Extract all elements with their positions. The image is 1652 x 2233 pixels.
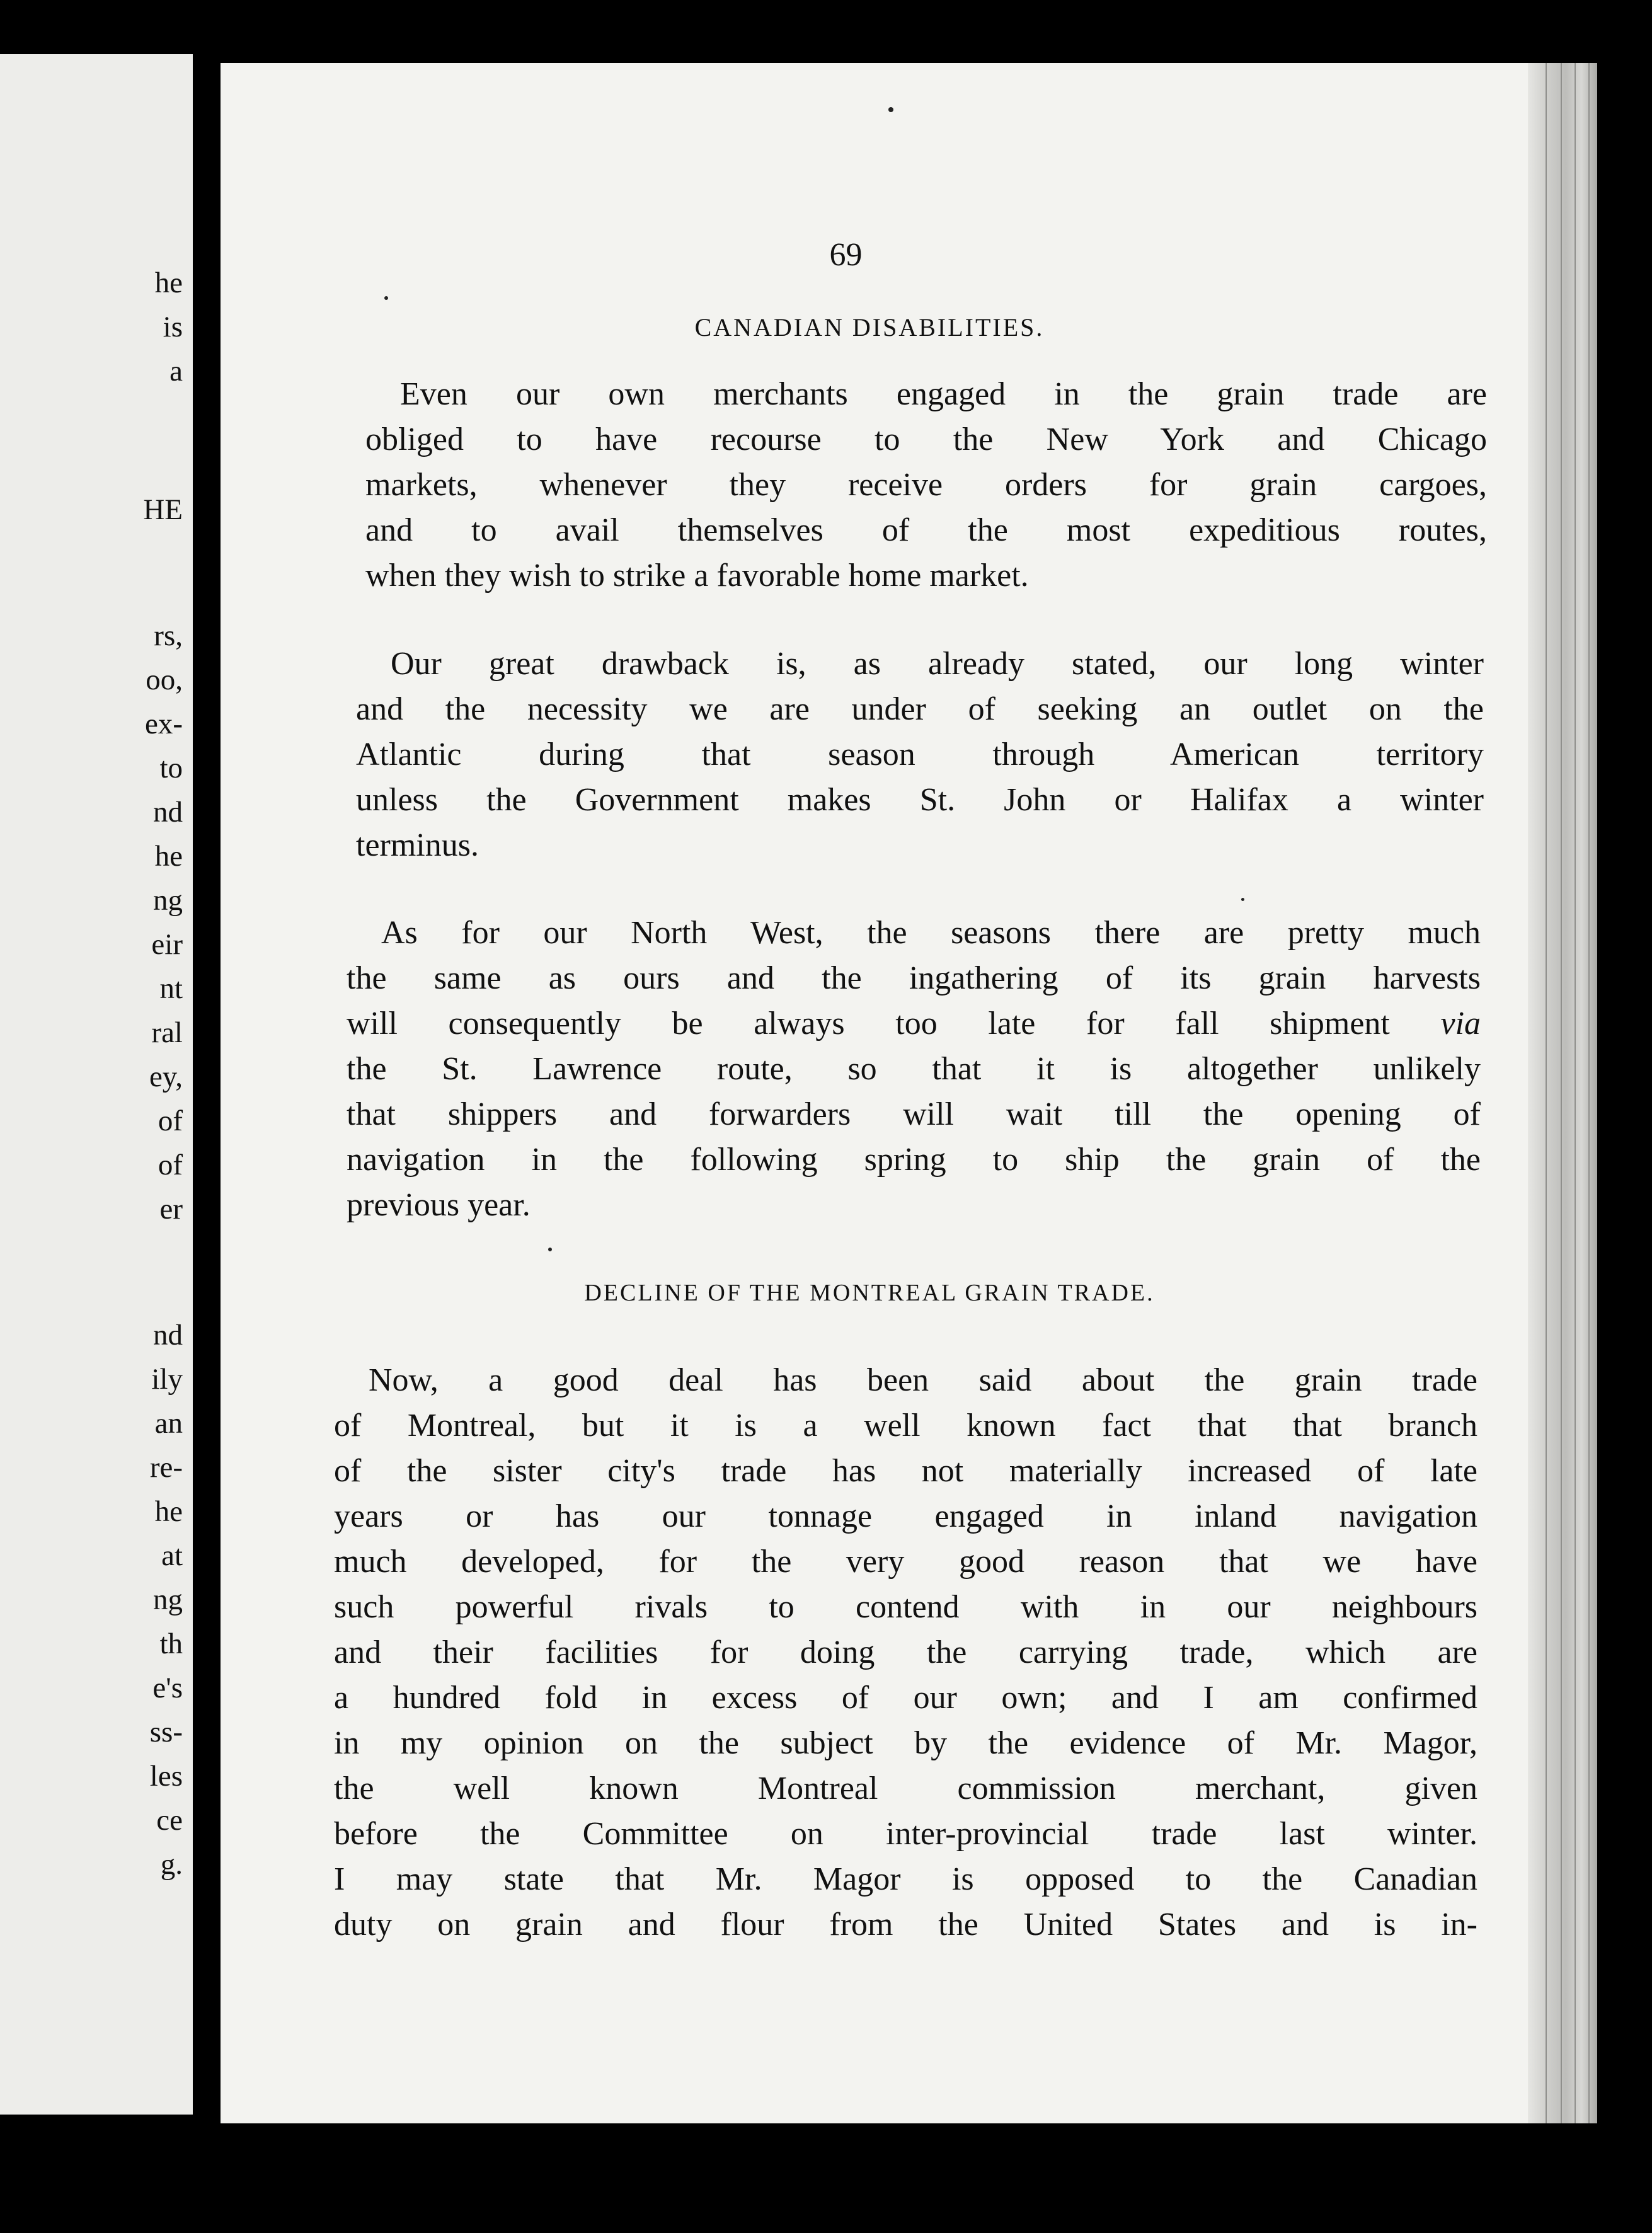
text-line: and the necessity we are under of seeking an outlet on the	[356, 691, 1484, 727]
text-line-with-italic	[347, 1001, 1481, 1047]
left-page-fragment: nd	[153, 1319, 183, 1352]
text-line: years or has our tonnage engaged in inland navigation	[334, 1498, 1477, 1534]
text-line: duty on grain and flour from the United States and is in-	[334, 1907, 1477, 1943]
page-number: 69	[829, 237, 863, 273]
left-page-fragment: les	[149, 1760, 183, 1793]
left-page-fragment: er	[159, 1193, 183, 1226]
paragraph-drawback	[356, 641, 1484, 868]
text-line: will consequently be always too late for fall shipment	[347, 1006, 1390, 1042]
text-line: navigation in the following spring to ship the grain of the	[347, 1142, 1481, 1178]
text-line: Now, a good deal has been said about the grain trade	[369, 1362, 1477, 1398]
paragraph-grain-trade	[334, 1358, 1477, 1948]
left-facing-page	[0, 54, 193, 2115]
text-line: when they wish to strike a favorable home market.	[365, 558, 1029, 594]
text-line: Our great drawback is, as already stated, our long winter	[391, 646, 1484, 682]
left-page-fragment: of	[158, 1105, 183, 1137]
section-heading-decline-montreal: DECLINE OF THE MONTREAL GRAIN TRADE.	[584, 1280, 1155, 1306]
text-line: previous year.	[347, 1187, 531, 1223]
left-page-fragment: an	[154, 1407, 183, 1440]
left-page-fragment: ss-	[149, 1716, 183, 1748]
text-line: and their facilities for doing the carrying trade, which are	[334, 1634, 1477, 1670]
left-page-fragment: th	[159, 1627, 183, 1660]
left-page-fragment: ng	[153, 884, 183, 917]
text-line: such powerful rivals to contend with in our neighbours	[334, 1589, 1477, 1625]
left-page-fragment: at	[161, 1539, 183, 1572]
left-page-fragment: re-	[149, 1451, 183, 1484]
left-page-fragment: to	[159, 752, 183, 784]
text-line: the well known Montreal commission merchant, given	[334, 1771, 1477, 1806]
left-page-fragment: rs,	[154, 619, 183, 652]
text-line: As for our North West, the seasons there are pretty much	[381, 915, 1481, 951]
text-line: that shippers and forwarders will wait till the opening of	[347, 1096, 1481, 1132]
text-line: I may state that Mr. Magor is opposed to the Canadian	[334, 1861, 1477, 1897]
print-speck	[1241, 898, 1244, 901]
text-line: much developed, for the very good reason that we have	[334, 1544, 1477, 1580]
left-page-fragment: ey,	[149, 1060, 183, 1093]
left-page-fragment: a	[169, 355, 183, 387]
left-page-fragment: he	[154, 1495, 183, 1528]
left-page-fragment: e's	[152, 1672, 183, 1704]
left-page-fragment: he	[154, 840, 183, 873]
left-page-fragment: ily	[151, 1363, 183, 1396]
left-page-fragment: ral	[151, 1016, 183, 1049]
text-line: of Montreal, but it is a well known fact that that branch	[334, 1408, 1477, 1444]
left-page-fragment: ng	[153, 1583, 183, 1616]
left-page-fragment: he	[154, 267, 183, 299]
text-line: markets, whenever they receive orders for grain cargoes,	[365, 467, 1487, 503]
left-page-fragment: HE	[143, 493, 183, 526]
text-line: the St. Lawrence route, so that it is altogether unlikely	[347, 1051, 1481, 1087]
paragraph-north-west	[347, 910, 1481, 1228]
print-speck	[888, 107, 893, 112]
print-speck	[384, 296, 388, 300]
left-page-fragment: eir	[151, 928, 183, 961]
left-page-fragment: of	[158, 1149, 183, 1181]
left-page-fragment: oo,	[146, 663, 183, 696]
left-page-fragment: nt	[159, 972, 183, 1005]
italic-word: via	[1440, 1006, 1481, 1042]
text-line: the same as ours and the ingathering of its grain harvests	[347, 960, 1481, 996]
text-line: obliged to have recourse to the New York and Chicago	[365, 422, 1487, 457]
text-line: before the Committee on inter-provincial trade last winter.	[334, 1816, 1477, 1852]
page-edge-stack	[1528, 63, 1597, 2123]
paragraph-merchants	[365, 372, 1487, 599]
text-line: Atlantic during that season through American territory	[356, 737, 1484, 772]
left-page-fragment: is	[163, 311, 183, 343]
book-page	[221, 63, 1597, 2123]
text-line: in my opinion on the subject by the evidence of Mr. Magor,	[334, 1725, 1477, 1761]
text-line: terminus.	[356, 827, 479, 863]
book-gutter	[193, 0, 221, 2233]
left-page-fragment: ce	[156, 1804, 183, 1837]
left-page-fragment: ex-	[144, 708, 183, 740]
left-page-fragment: nd	[153, 796, 183, 829]
text-line: unless the Government makes St. John or Halifax a winter	[356, 782, 1484, 818]
text-line: Even our own merchants engaged in the grain trade are	[400, 376, 1487, 412]
text-line: a hundred fold in excess of our own; and I am confirmed	[334, 1680, 1477, 1716]
print-speck	[548, 1248, 552, 1251]
text-line: of the sister city's trade has not materially increased of late	[334, 1453, 1477, 1489]
left-page-fragment: g.	[160, 1848, 183, 1881]
text-line: and to avail themselves of the most expeditious routes,	[365, 512, 1487, 548]
section-heading-canadian-disabilities: CANADIAN DISABILITIES.	[694, 313, 1045, 342]
